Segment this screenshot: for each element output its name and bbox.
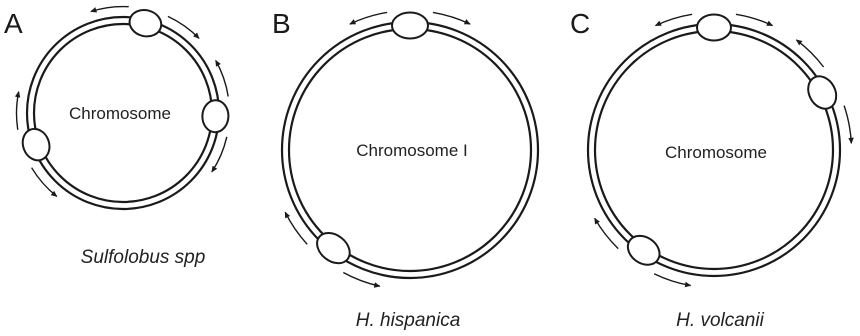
replication-fork-arrow (656, 14, 693, 25)
chromosome-label-c: Chromosome (664, 143, 768, 162)
replication-fork-arrow (654, 274, 691, 286)
replication-fork-arrow (17, 92, 19, 130)
replication-fork-arrow (168, 16, 199, 38)
panel-letter-a: A (4, 8, 23, 39)
panel-letter-c: C (570, 8, 591, 39)
replication-fork-arrow (844, 106, 851, 144)
panel-b (272, 8, 538, 331)
chromosome-label-a: Chromosome (68, 104, 172, 123)
replication-fork-arrow (736, 14, 773, 25)
replication-fork-arrow (343, 273, 380, 287)
species-label-c: H. volcanii (676, 310, 764, 331)
species-label-a: Sulfolobus spp (80, 247, 206, 268)
replication-origin (127, 7, 164, 40)
replication-fork-arrow (433, 12, 470, 24)
species-label-b: H. hispanica (355, 310, 461, 331)
replication-fork-arrow (32, 168, 57, 197)
replication-origin (392, 13, 428, 39)
replication-origin (622, 230, 665, 271)
replication-fork-arrow (796, 40, 823, 67)
replication-fork-arrow (595, 218, 619, 248)
panel-letter-b: B (272, 8, 291, 39)
replication-fork-arrow (285, 212, 307, 244)
origin-group (17, 7, 229, 197)
replication-fork-arrow (91, 7, 129, 12)
replication-origin (697, 15, 731, 41)
replication-origin (202, 100, 229, 133)
panel-c (570, 8, 851, 331)
panel-a (4, 7, 229, 268)
replication-fork-arrow (350, 12, 387, 24)
chromosome-label-b: Chromosome I (356, 141, 468, 160)
replication-origin (18, 125, 53, 164)
